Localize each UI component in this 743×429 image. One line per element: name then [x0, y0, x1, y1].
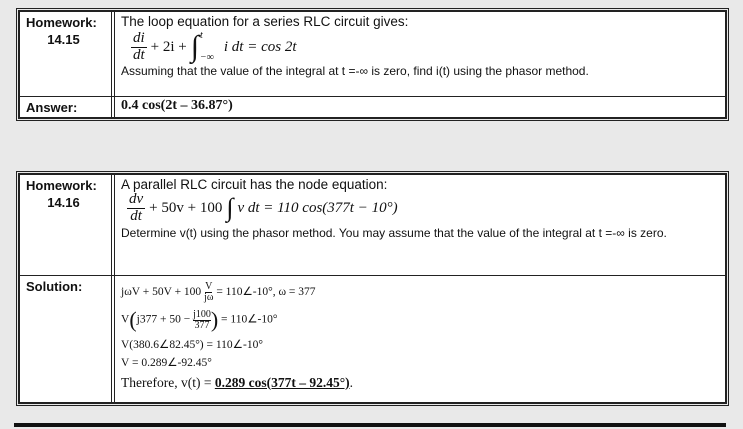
problem-label: [20, 175, 112, 275]
solution-content: [114, 276, 725, 402]
equation-term: + 2i +: [150, 38, 187, 55]
bottom-divider: [14, 423, 726, 427]
solution-label: Solution:: [20, 276, 112, 402]
node-equation: [127, 192, 719, 225]
integral-upper-limit: t: [199, 30, 203, 42]
solution-text: jωV + 50V + 100: [121, 286, 202, 299]
solution-text: = 110∠-10°, ω = 377: [216, 286, 316, 299]
solution-final: [121, 373, 719, 394]
solution-line-2: [121, 303, 719, 337]
problem-row: [20, 175, 725, 276]
problem-row: [20, 12, 725, 97]
homework-number: 14.15: [47, 32, 80, 47]
integral-lower-limit: −∞: [199, 52, 214, 64]
homework-label: Homework:: [26, 15, 97, 30]
solution-fraction: [204, 282, 213, 303]
equation-term: + 50v + 100: [149, 199, 223, 216]
loop-equation: [131, 31, 719, 64]
integral-limits: [200, 31, 214, 63]
solution-fraction: [193, 310, 211, 331]
fraction-denominator: jω: [204, 292, 214, 303]
derivative-fraction: [127, 192, 145, 225]
solution-text: Therefore, v(t) =: [121, 374, 212, 390]
fraction-numerator: dv: [129, 191, 144, 207]
solution-line-3: V(380.6∠82.45°) = 110∠-10°: [121, 339, 263, 352]
homework-label: Homework:: [26, 178, 97, 193]
solution-text: = 110∠-10°: [221, 313, 278, 326]
problem-instruction: Determine v(t) using the phasor method. You may assume that the value of the integral at t =-∞ is zero.: [121, 225, 667, 240]
problem-intro: A parallel RLC circuit has the node equation:: [121, 177, 388, 192]
fraction-denominator: 377: [194, 319, 210, 331]
final-answer: 0.289 cos(377t – 92.45°): [214, 374, 350, 390]
answer-row: [20, 97, 725, 117]
equation-rest: v dt = 110 cos(377t − 10°): [237, 199, 398, 216]
problem-content: [114, 12, 725, 96]
problem-content: [114, 175, 725, 275]
problem-label: [20, 12, 112, 96]
fraction-numerator: di: [133, 30, 145, 46]
close-paren-icon: ): [210, 307, 219, 332]
solution-row: [20, 276, 725, 402]
fraction-numerator: V: [205, 281, 213, 292]
answer-value: [114, 97, 725, 117]
derivative-fraction: [131, 31, 147, 64]
fraction-denominator: dt: [130, 207, 142, 224]
equation-rest: i dt = cos 2t: [223, 38, 297, 55]
open-paren-icon: (: [129, 307, 137, 332]
integral-sign-icon: ∫: [226, 193, 234, 223]
homework-14-16-block: [18, 173, 727, 404]
integral-sign-icon: ∫: [190, 30, 199, 64]
homework-number: 14.16: [47, 195, 80, 210]
problem-intro: The loop equation for a series RLC circuit gives:: [121, 14, 409, 29]
solution-line-1: [121, 282, 719, 303]
answer-label: Answer:: [20, 97, 112, 117]
solution-text: j377 + 50 −: [136, 313, 191, 326]
homework-14-15-block: [18, 10, 727, 119]
fraction-numerator: j100: [193, 308, 211, 320]
fraction-denominator: dt: [133, 46, 145, 63]
answer-text: 0.4 cos(2t – 36.87°): [121, 98, 233, 113]
solution-text: V: [121, 313, 130, 326]
solution-line-4: V = 0.289∠-92.45°: [121, 356, 212, 369]
problem-assumption: Assuming that the value of the integral at t =-∞ is zero, find i(t) using the phasor method.: [121, 63, 589, 78]
solution-text: .: [349, 374, 353, 390]
